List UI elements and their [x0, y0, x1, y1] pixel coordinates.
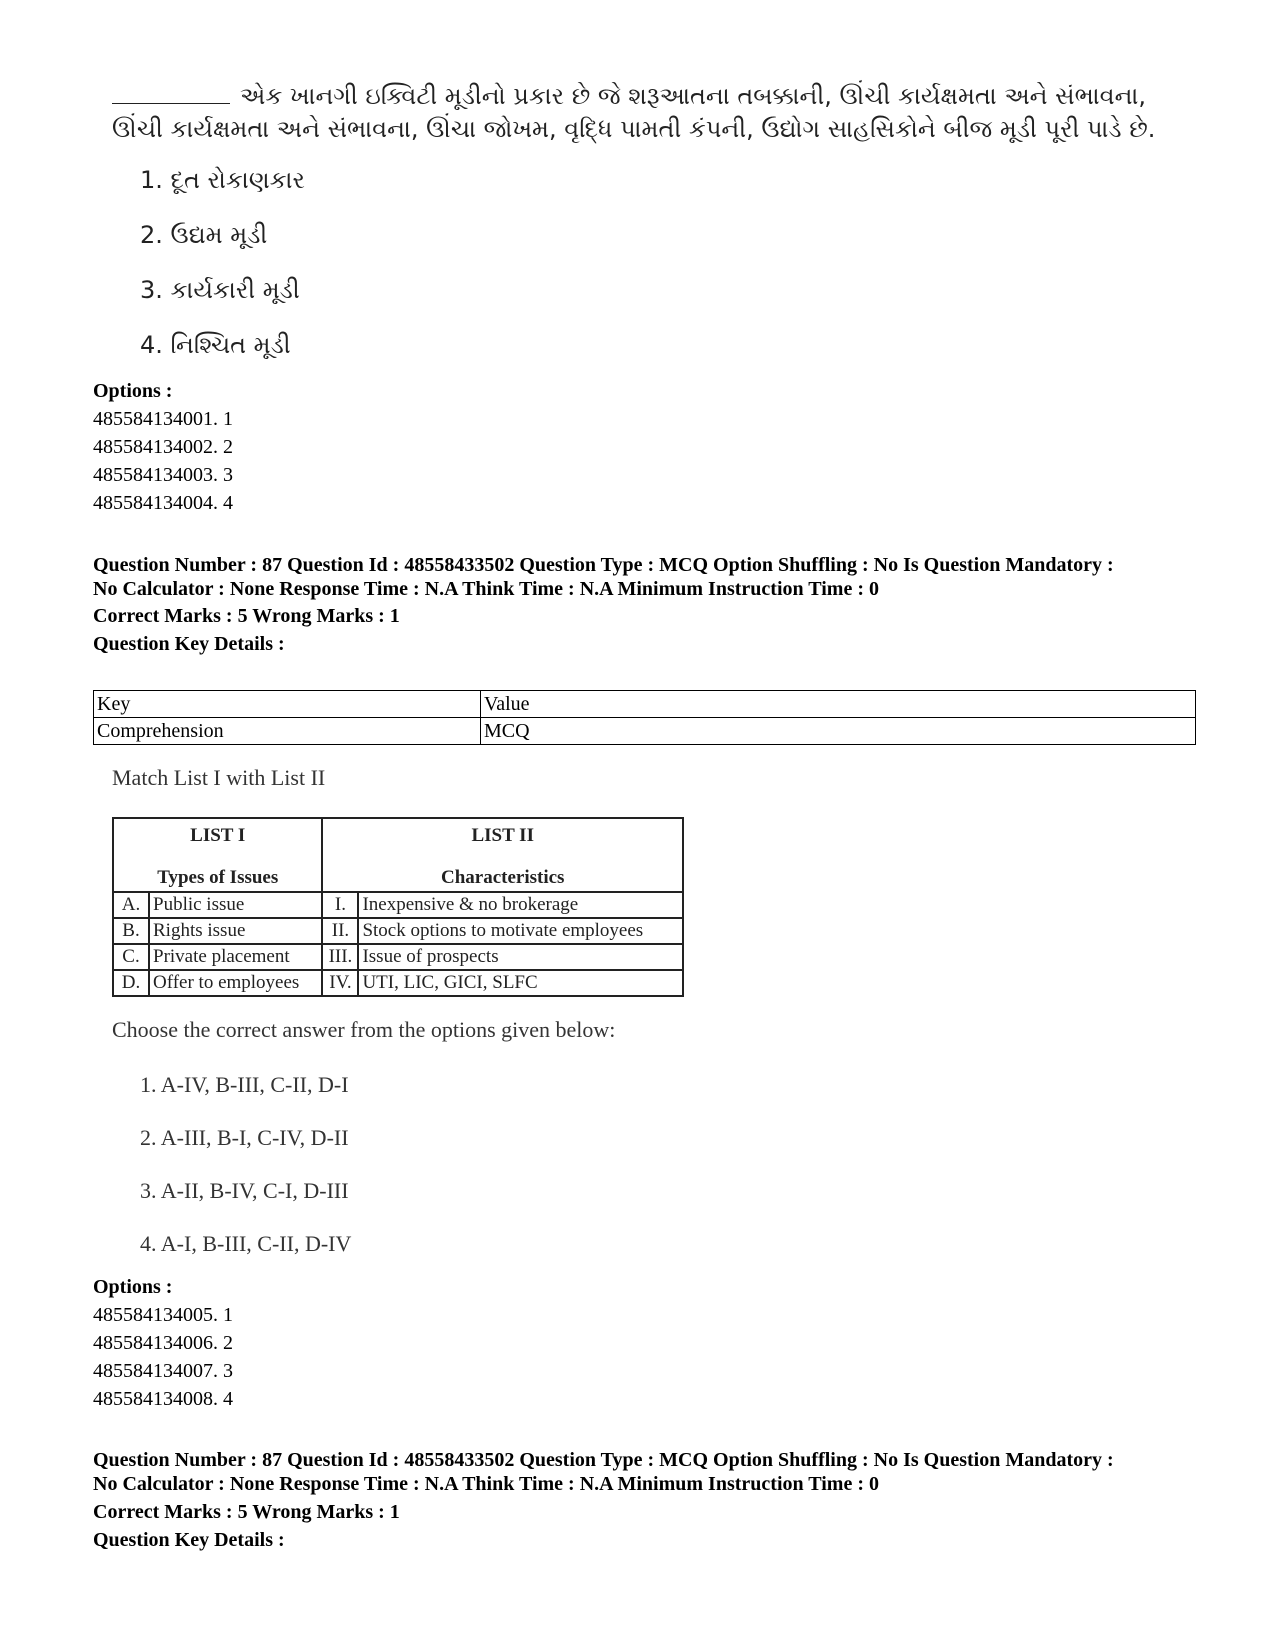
match-header-row — [113, 818, 683, 892]
options-heading: Options : — [93, 380, 173, 402]
key-value-table — [93, 690, 1196, 745]
question-86-choice-1: 1. દૂત રોકાણકાર — [140, 166, 305, 194]
marks-line: Correct Marks : 5 Wrong Marks : 1 — [93, 1501, 400, 1523]
list1-item: Rights issue — [149, 918, 322, 944]
table-cell-key: Comprehension — [94, 718, 481, 745]
table-header-value: Value — [481, 691, 1196, 718]
option-line: 485584134001. 1 — [93, 408, 233, 430]
list1-item: Offer to employees — [149, 970, 322, 996]
choose-instruction: Choose the correct answer from the options given below: — [112, 1017, 616, 1042]
list1-item: Private placement — [149, 944, 322, 970]
list2-subtitle: Characteristics — [440, 867, 565, 888]
question-meta — [93, 553, 1213, 601]
option-line: 485584134005. 1 — [93, 1304, 233, 1326]
list1-label: D. — [113, 970, 149, 996]
list2-label: III. — [322, 944, 358, 970]
option-line: 485584134008. 4 — [93, 1388, 233, 1410]
list2-label: II. — [322, 918, 358, 944]
question-meta-line2: No Calculator : None Response Time : N.A Think Time : N.A Minimum Instruction Time : 0 — [93, 578, 879, 600]
list2-item: Stock options to motivate employees — [358, 918, 683, 944]
list2-item: Issue of prospects — [358, 944, 683, 970]
list1-subtitle: Types of Issues — [157, 867, 279, 888]
table-header-key: Key — [94, 691, 481, 718]
table-row — [94, 718, 1196, 745]
question-meta-line1: Question Number : 87 Question Id : 48558433502 Question Type : MCQ Option Shuffling : No Is Question Mandatory : — [93, 554, 1114, 576]
list1-item: Public issue — [149, 892, 322, 918]
answer-choice-1: 1. A-IV, B-III, C-II, D-I — [140, 1072, 349, 1097]
question-meta-line2: No Calculator : None Response Time : N.A Think Time : N.A Minimum Instruction Time : 0 — [93, 1473, 879, 1495]
table-row — [113, 892, 683, 918]
table-row — [94, 691, 1196, 718]
key-details-heading: Question Key Details : — [93, 633, 285, 655]
question-86-choice-4: 4. નિશ્ચિત મૂડી — [140, 331, 291, 359]
table-row — [113, 944, 683, 970]
option-line: 485584134004. 4 — [93, 492, 233, 514]
answer-choice-3: 3. A-II, B-IV, C-I, D-III — [140, 1178, 349, 1203]
list2-item: UTI, LIC, GICI, SLFC — [358, 970, 683, 996]
question-86-line1: એક ખાનગી ઇક્વિટી મૂડીનો પ્રકાર છે જે શરૂઆતના તબક્કાની, ઊંચી કાર્યક્ષમતા અને સંભાવના, — [240, 82, 1147, 110]
table-row — [113, 970, 683, 996]
question-meta — [93, 1448, 1213, 1496]
table-row — [113, 918, 683, 944]
match-lists-table — [112, 817, 684, 997]
question-86-text — [112, 80, 1172, 146]
option-line: 485584134002. 2 — [93, 436, 233, 458]
fill-blank — [112, 81, 230, 104]
marks-line: Correct Marks : 5 Wrong Marks : 1 — [93, 605, 400, 627]
table-cell-value: MCQ — [481, 718, 1196, 745]
list1-header — [113, 818, 322, 892]
answer-choice-2: 2. A-III, B-I, C-IV, D-II — [140, 1125, 349, 1150]
list1-label: B. — [113, 918, 149, 944]
list2-header — [322, 818, 683, 892]
options-heading: Options : — [93, 1276, 173, 1298]
list1-label: A. — [113, 892, 149, 918]
question-86-line2: ઊંચી કાર્યક્ષમતા અને સંભાવના, ઊંચા જોખમ, વૃદ્ધિ પામતી કંપની, ઉદ્યોગ સાહસિકોને બીજ મૂડી પૂરી પાડે છે. — [112, 115, 1156, 143]
match-instruction: Match List I with List II — [112, 765, 326, 790]
question-86-choice-2: 2. ઉદ્યમ મૂડી — [140, 221, 268, 249]
answer-choice-4: 4. A-I, B-III, C-II, D-IV — [140, 1231, 352, 1256]
list2-label: I. — [322, 892, 358, 918]
list2-item: Inexpensive & no brokerage — [358, 892, 683, 918]
key-details-heading: Question Key Details : — [93, 1529, 285, 1551]
question-86-choice-3: 3. કાર્યકારી મૂડી — [140, 276, 300, 304]
option-line: 485584134007. 3 — [93, 1360, 233, 1382]
option-line: 485584134006. 2 — [93, 1332, 233, 1354]
list2-label: IV. — [322, 970, 358, 996]
option-line: 485584134003. 3 — [93, 464, 233, 486]
list1-label: C. — [113, 944, 149, 970]
question-meta-line1: Question Number : 87 Question Id : 48558433502 Question Type : MCQ Option Shuffling : No Is Question Mandatory : — [93, 1449, 1114, 1471]
list2-title: LIST II — [471, 825, 534, 846]
list1-title: LIST I — [190, 825, 246, 846]
